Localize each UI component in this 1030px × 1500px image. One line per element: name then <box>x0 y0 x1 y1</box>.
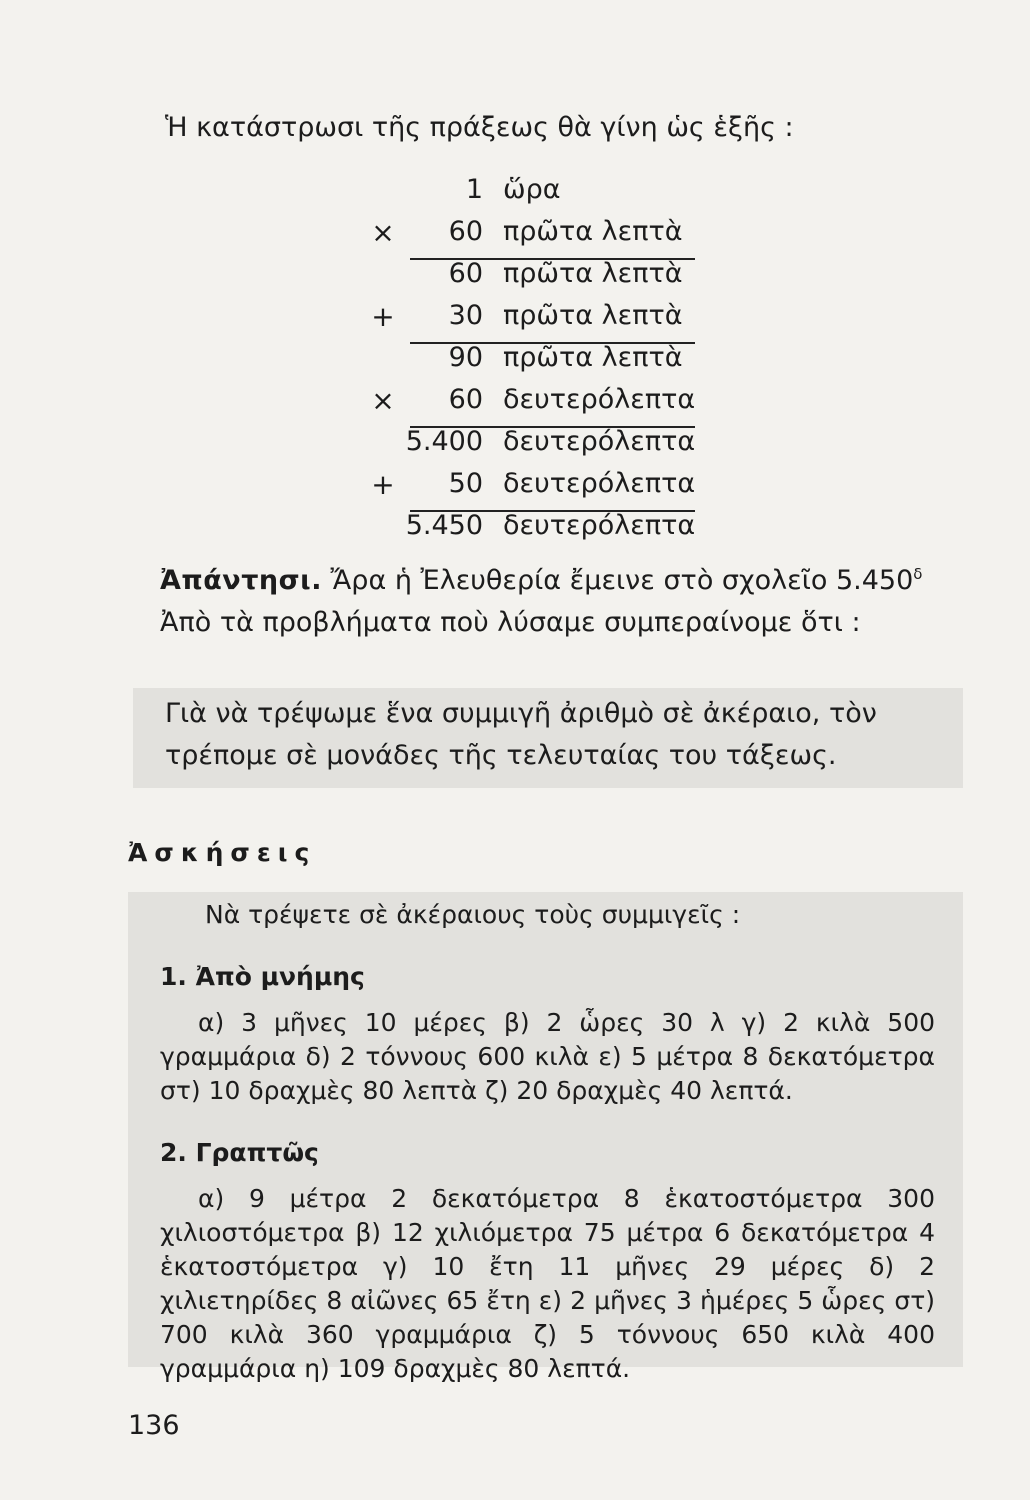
exercise-items: α) 3 μῆνες 10 μέρες β) 2 ὧρες 30 λ γ) 2 κιλὰ 500 γραμμάρια δ) 2 τόννους 600 κιλὰ ε) 5 μέτρα 8 δεκατόμετρα στ) 10 δραχμὲς 80 λεπτὰ ζ) 20 δραχμὲς 40 λεπτά. <box>160 1008 935 1105</box>
calc-operator: + <box>371 468 395 501</box>
answer-label: Ἀπάντησι. <box>160 565 322 596</box>
exercise-section-heading: 2. Γραπτῶς <box>160 1138 319 1167</box>
calc-row <box>368 256 698 298</box>
calc-row <box>368 466 698 508</box>
calc-number: 5.450 <box>405 510 483 541</box>
exercise-section-text <box>160 1182 935 1386</box>
calc-unit: πρῶτα λεπτὰ <box>503 258 683 289</box>
calc-unit: δευτερόλεπτα <box>503 426 696 457</box>
calc-number: 50 <box>448 468 483 499</box>
rule-text: Γιὰ νὰ τρέψωμε ἕνα συμμιγῆ ἀριθμὸ σὲ ἀκέραιο, τὸν τρέπομε σὲ μονάδες τῆς τελευταίας του τάξεως. <box>165 698 877 771</box>
exercise-section-text <box>160 1006 935 1108</box>
calc-number: 60 <box>448 216 483 247</box>
calc-number: 60 <box>448 384 483 415</box>
conclusion-text: Ἀπὸ τὰ προβλήματα ποὺ λύσαμε συμπεραίνομε ὅτι : <box>160 607 861 638</box>
calc-row <box>368 508 698 550</box>
calculation-table <box>368 172 698 550</box>
calc-unit: δευτερόλεπτα <box>503 384 696 415</box>
calc-operator: × <box>371 384 395 417</box>
calc-unit: πρῶτα λεπτὰ <box>503 300 683 331</box>
calc-unit: ὥρα <box>503 174 561 205</box>
calc-row <box>368 214 698 256</box>
calc-unit: δευτερόλεπτα <box>503 468 696 499</box>
intro-text: Ἡ κατάστρωσι τῆς πράξεως θὰ γίνη ὡς ἑξῆς : <box>165 112 794 143</box>
exercise-section-heading: 1. Ἀπὸ μνήμης <box>160 962 365 991</box>
calc-number: 60 <box>448 258 483 289</box>
calc-number: 1 <box>465 174 483 205</box>
calc-row <box>368 382 698 424</box>
calc-row <box>368 172 698 214</box>
calc-row <box>368 424 698 466</box>
exercises-title: Ἀσκήσεις <box>128 838 317 867</box>
answer-superscript: δ <box>913 565 923 583</box>
exercises-intro: Νὰ τρέψετε σὲ ἀκέραιους τοὺς συμμιγεῖς : <box>205 900 741 929</box>
calc-unit: πρῶτα λεπτὰ <box>503 216 683 247</box>
exercise-items: α) 9 μέτρα 2 δεκατόμετρα 8 ἑκατοστόμετρα 300 χιλιοστόμετρα β) 12 χιλιόμετρα 75 μέτρα 6 δεκατόμετρα 4 ἑκατοστόμετρα γ) 10 ἔτη 11 μῆνες 29 μέρες δ) 2 χιλιετηρίδες 8 αἰῶνες 65 ἔτη ε) 2 μῆνες 3 ἡμέρες 5 ὧρες στ) 700 κιλὰ 360 γραμμάρια ζ) 5 τόννους 650 κιλὰ 400 γραμμάρια η) 109 δραχμὲς 80 λεπτά. <box>160 1184 935 1383</box>
answer-line <box>160 565 922 596</box>
calc-unit: πρῶτα λεπτὰ <box>503 342 683 373</box>
page-number: 136 <box>128 1410 180 1441</box>
calc-number: 5.400 <box>405 426 483 457</box>
calc-number: 90 <box>448 342 483 373</box>
calc-number: 30 <box>448 300 483 331</box>
calc-operator: + <box>371 300 395 333</box>
calc-row <box>368 298 698 340</box>
calc-unit: δευτερόλεπτα <box>503 510 696 541</box>
answer-text: Ἄρα ἡ Ἐλευθερία ἔμεινε στὸ σχολεῖο 5.450 <box>330 565 914 596</box>
calc-operator: × <box>371 216 395 249</box>
calc-row <box>368 340 698 382</box>
